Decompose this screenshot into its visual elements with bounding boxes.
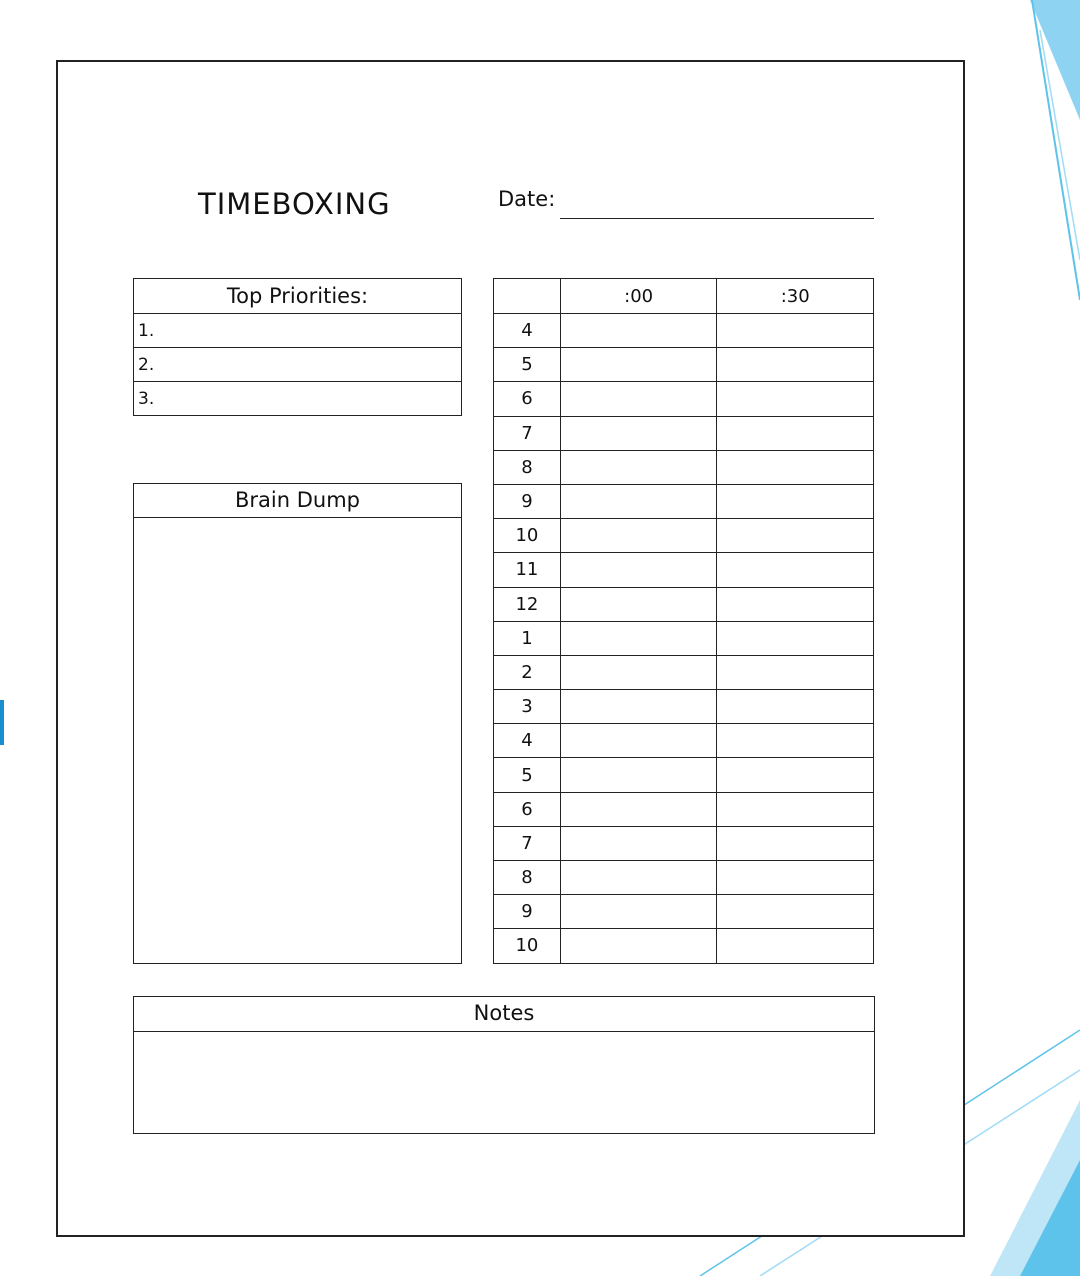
notes-box[interactable] xyxy=(133,996,875,1134)
schedule-row xyxy=(494,724,874,758)
top-priorities-header: Top Priorities: xyxy=(134,279,462,314)
schedule-row xyxy=(494,450,874,484)
slot-00-cell[interactable] xyxy=(560,416,717,450)
slot-30-cell[interactable] xyxy=(717,484,874,518)
schedule-row xyxy=(494,655,874,689)
slot-00-cell[interactable] xyxy=(560,690,717,724)
slot-30-cell[interactable] xyxy=(717,314,874,348)
hour-label: 9 xyxy=(494,895,561,929)
slot-00-cell[interactable] xyxy=(560,724,717,758)
slot-00-cell[interactable] xyxy=(560,587,717,621)
slot-30-cell[interactable] xyxy=(717,724,874,758)
slot-00-cell[interactable] xyxy=(560,861,717,895)
schedule-row xyxy=(494,348,874,382)
priority-item[interactable]: 1. xyxy=(134,314,462,348)
date-label: Date: xyxy=(498,187,556,211)
slot-00-cell[interactable] xyxy=(560,895,717,929)
schedule-corner-header xyxy=(494,279,561,314)
planner-page xyxy=(56,60,965,1237)
slot-30-cell[interactable] xyxy=(717,826,874,860)
schedule-row xyxy=(494,416,874,450)
top-priorities-table xyxy=(133,278,462,416)
notes-header: Notes xyxy=(134,997,874,1032)
schedule-row xyxy=(494,826,874,860)
hour-label: 6 xyxy=(494,792,561,826)
slot-30-cell[interactable] xyxy=(717,348,874,382)
hour-label: 9 xyxy=(494,484,561,518)
slot-30-cell[interactable] xyxy=(717,690,874,724)
hour-label: 3 xyxy=(494,690,561,724)
schedule-row xyxy=(494,690,874,724)
schedule-row xyxy=(494,929,874,963)
priority-item[interactable]: 2. xyxy=(134,348,462,382)
slot-00-cell[interactable] xyxy=(560,382,717,416)
hour-label: 4 xyxy=(494,314,561,348)
slot-30-cell[interactable] xyxy=(717,758,874,792)
slot-00-cell[interactable] xyxy=(560,450,717,484)
slot-00-cell[interactable] xyxy=(560,792,717,826)
slot-30-cell[interactable] xyxy=(717,929,874,963)
hour-label: 7 xyxy=(494,416,561,450)
hour-label: 1 xyxy=(494,621,561,655)
slot-00-cell[interactable] xyxy=(560,348,717,382)
hour-label: 10 xyxy=(494,519,561,553)
slot-30-cell[interactable] xyxy=(717,655,874,689)
schedule-row xyxy=(494,792,874,826)
schedule-col-header-00: :00 xyxy=(560,279,717,314)
schedule-row xyxy=(494,587,874,621)
hour-label: 4 xyxy=(494,724,561,758)
schedule-row xyxy=(494,382,874,416)
slot-00-cell[interactable] xyxy=(560,826,717,860)
hour-label: 5 xyxy=(494,758,561,792)
slot-30-cell[interactable] xyxy=(717,382,874,416)
slot-30-cell[interactable] xyxy=(717,792,874,826)
brain-dump-header: Brain Dump xyxy=(134,484,461,518)
slot-00-cell[interactable] xyxy=(560,929,717,963)
hour-label: 10 xyxy=(494,929,561,963)
hour-label: 11 xyxy=(494,553,561,587)
slot-00-cell[interactable] xyxy=(560,621,717,655)
slot-00-cell[interactable] xyxy=(560,519,717,553)
slot-00-cell[interactable] xyxy=(560,758,717,792)
slot-30-cell[interactable] xyxy=(717,895,874,929)
page-title: TIMEBOXING xyxy=(198,187,391,221)
slot-00-cell[interactable] xyxy=(560,314,717,348)
slot-30-cell[interactable] xyxy=(717,621,874,655)
hour-label: 12 xyxy=(494,587,561,621)
slot-30-cell[interactable] xyxy=(717,553,874,587)
hour-label: 2 xyxy=(494,655,561,689)
hour-label: 8 xyxy=(494,861,561,895)
schedule-row xyxy=(494,861,874,895)
slot-00-cell[interactable] xyxy=(560,655,717,689)
schedule-row xyxy=(494,895,874,929)
schedule-col-header-30: :30 xyxy=(717,279,874,314)
slot-30-cell[interactable] xyxy=(717,861,874,895)
date-field-line[interactable] xyxy=(560,218,874,219)
schedule-row xyxy=(494,758,874,792)
hour-label: 8 xyxy=(494,450,561,484)
slot-00-cell[interactable] xyxy=(560,484,717,518)
slot-30-cell[interactable] xyxy=(717,450,874,484)
slot-30-cell[interactable] xyxy=(717,416,874,450)
hour-label: 7 xyxy=(494,826,561,860)
schedule-rows xyxy=(494,314,874,964)
priority-item[interactable]: 3. xyxy=(134,382,462,416)
brain-dump-box[interactable] xyxy=(133,483,462,964)
slot-30-cell[interactable] xyxy=(717,519,874,553)
slot-00-cell[interactable] xyxy=(560,553,717,587)
schedule-row xyxy=(494,553,874,587)
hour-label: 5 xyxy=(494,348,561,382)
schedule-row xyxy=(494,484,874,518)
schedule-row xyxy=(494,314,874,348)
slot-30-cell[interactable] xyxy=(717,587,874,621)
schedule-table xyxy=(493,278,874,964)
schedule-row xyxy=(494,621,874,655)
schedule-row xyxy=(494,519,874,553)
hour-label: 6 xyxy=(494,382,561,416)
